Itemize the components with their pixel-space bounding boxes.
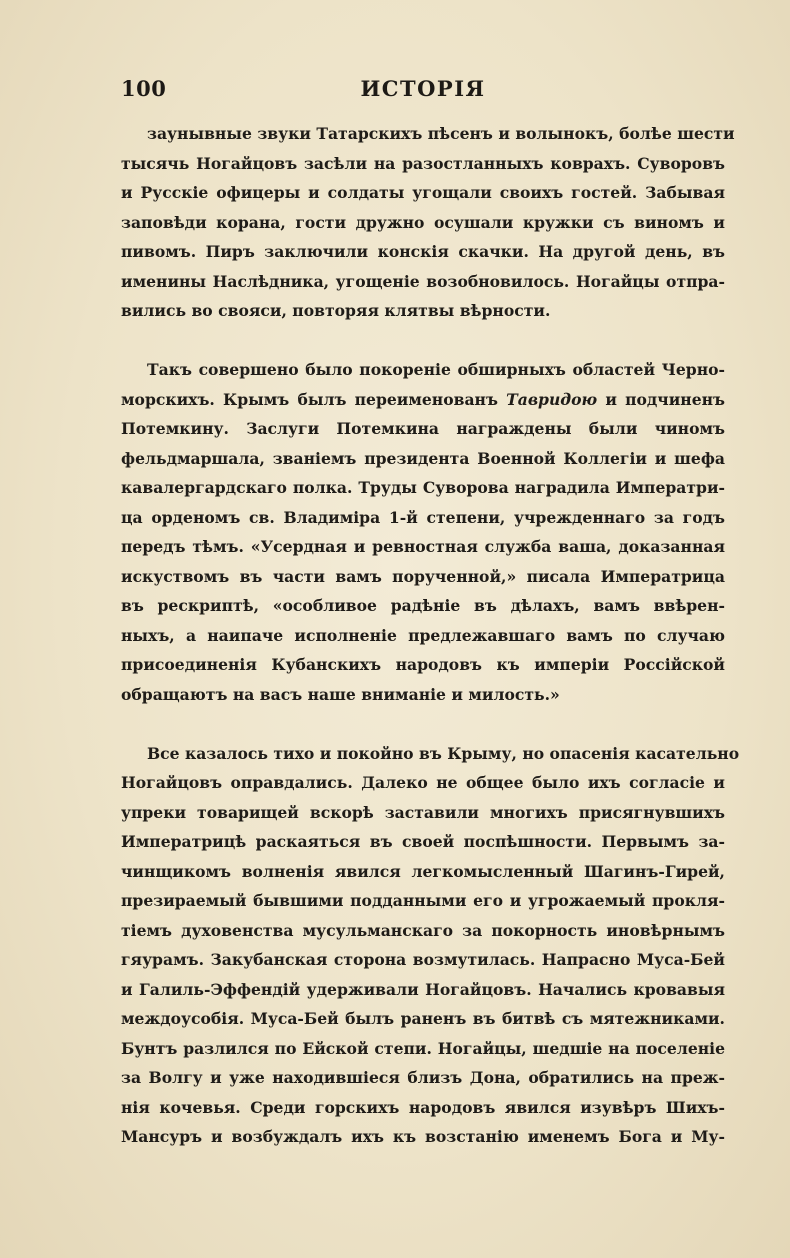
text-line: присоединенія Кубанскихъ народовъ къ имперіи Россійской	[121, 655, 725, 674]
text-line: Бунтъ разлился по Ейской степи. Ногайцы, шедшіе на поселеніе	[121, 1038, 725, 1058]
text-line: Потемкину. Заслуги Потемкина награждены были чиномъ	[121, 419, 725, 438]
text-line: Мансуръ и возбуждалъ ихъ къ возстанію именемъ Бога и Му-	[121, 1127, 725, 1146]
text-line: вились во свояси, повторяя клятвы вѣрности.	[121, 301, 551, 320]
text-line: передъ тѣмъ. «Усердная и ревностная служба ваша, доказанная	[121, 537, 725, 556]
body-text	[121, 119, 740, 1152]
paragraph-1	[121, 119, 735, 326]
text-line: кавалергардскаго полка. Труды Суворова наградила Императри-	[121, 478, 725, 497]
text-line: Ногайцовъ оправдались. Далеко не общее было ихъ согласіе и	[121, 773, 725, 792]
text-line: Такъ совершено было покореніе обширныхъ областей Черно-	[147, 360, 725, 379]
text-line: ца орденомъ св. Владиміра 1-й степени, учрежденнаго за годъ	[121, 507, 725, 527]
text-segment: и подчиненъ	[597, 389, 725, 409]
text-line: тіемъ духовенства мусульманскаго за покорность иновѣрнымъ	[121, 920, 725, 940]
text-line: за Волгу и уже находившіеся близъ Дона, обратились на преж-	[121, 1068, 725, 1087]
text-line: нія кочевья. Среди горскихъ народовъ явился изувѣръ Шихъ-	[121, 1097, 725, 1117]
text-line: искуствомъ въ части вамъ порученной,» писала Императрица	[121, 566, 725, 586]
text-segment: морскихъ. Крымъ былъ переименованъ	[121, 389, 507, 409]
text-line: заунывные звуки Татарскихъ пѣсенъ и волынокъ, болѣе шести	[147, 124, 735, 143]
text-line: ныхъ, а наипаче исполненіе предлежавшаго вамъ по случаю	[121, 625, 725, 645]
text-line: Императрицѣ раскаяться въ своей поспѣшности. Первымъ за-	[121, 832, 725, 851]
text-line: именины Наслѣдника, угощеніе возобновилось. Ногайцы отпра-	[121, 271, 725, 291]
italic-word: Тавридою	[506, 389, 598, 409]
text-line: обращаютъ на васъ наше вниманіе и милость.»	[121, 684, 560, 704]
text-line: гяурамъ. Закубанская сторона возмутилась. Напрасно Муса-Бей	[121, 950, 725, 969]
text-line: и Галиль-Эффендій удерживали Ногайцовъ. Начались кровавыя	[121, 979, 725, 999]
text-line: Все казалось тихо и покойно въ Крыму, но опасенія касательно	[147, 743, 740, 763]
running-head: ИСТОРІЯ	[360, 76, 486, 101]
paragraph-2	[121, 355, 725, 709]
text-line: въ рескриптѣ, «особливое радѣніе въ дѣлахъ, вамъ ввѣрен-	[121, 596, 725, 615]
text-line: тысячь Ногайцовъ засѣли на разостланныхъ коврахъ. Суворовъ	[121, 153, 725, 173]
paragraph-3	[121, 739, 740, 1152]
text-line: упреки товарищей вскорѣ заставили многихъ присягнувшихъ	[121, 802, 725, 822]
text-line: фельдмаршала, званіемъ президента Военной Коллегіи и шефа	[121, 448, 725, 468]
text-line: междоусобія. Муса-Бей былъ раненъ въ битвѣ съ мятежниками.	[121, 1009, 725, 1028]
text-line-with-italic	[121, 385, 725, 415]
page-header	[121, 76, 725, 106]
text-line: заповѣди корана, гости дружно осушали кружки съ виномъ и	[121, 212, 725, 232]
text-line: презираемый бывшими подданными его и угрожаемый прокля-	[121, 891, 725, 910]
page-number: 100	[121, 76, 167, 101]
text-line: пивомъ. Пиръ заключили конскія скачки. На другой день, въ	[121, 242, 725, 261]
text-line: чинщикомъ волненія явился легкомысленный Шагинъ-Гирей,	[121, 861, 725, 881]
text-line: и Русскіе офицеры и солдаты угощали своихъ гостей. Забывая	[121, 183, 725, 202]
